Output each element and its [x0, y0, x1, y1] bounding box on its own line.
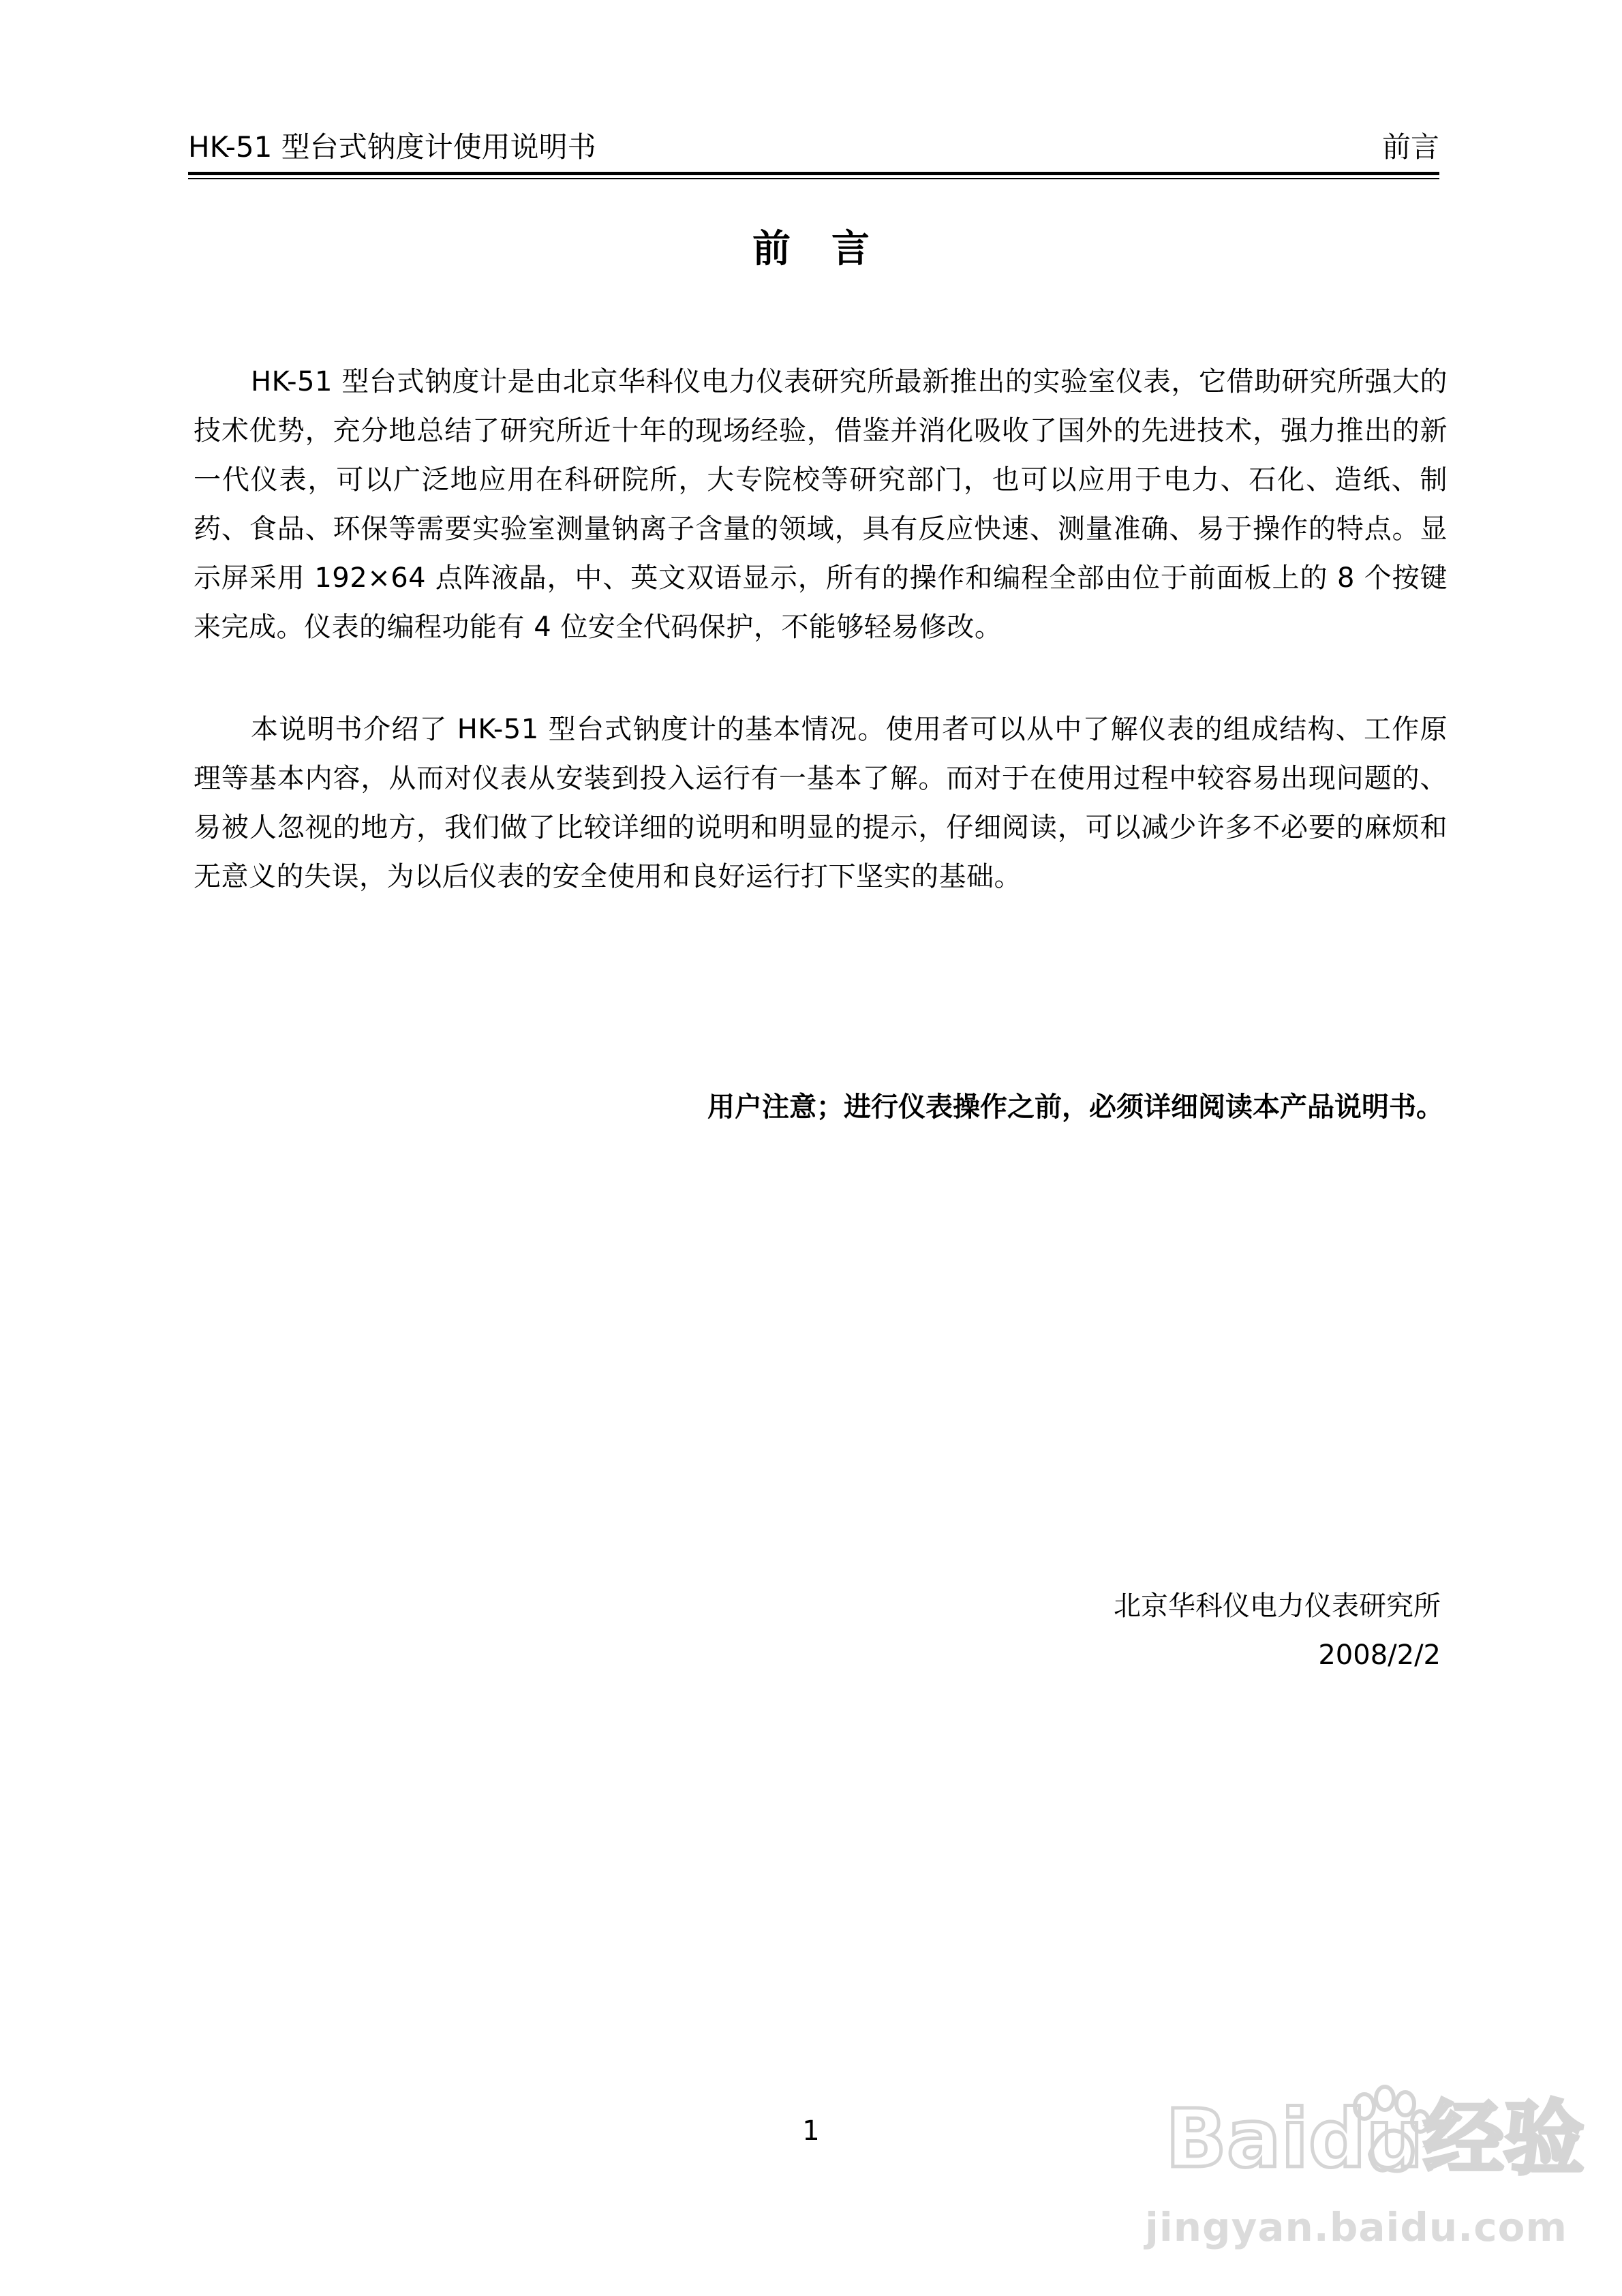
baidu-watermark — [1118, 2052, 1585, 2277]
signature-organization: 北京华科仪电力仪表研究所 — [1114, 1590, 1441, 1622]
paragraph-manual-overview: 本说明书介绍了 HK-51 型台式钠度计的基本情况。使用者可以从中了解仪表的组成结构、工作原理等基本内容，从而对仪表从安装到投入运行有一基本了解。而对于在使用过程中较容易出现问题的、易被人忽视的地方，我们做了比较详细的说明和明显的提示，仔细阅读，可以减少许多不必要的麻烦和无意义的失误，为以后仪表的安全使用和良好运行打下坚实的基础。 — [194, 714, 1448, 892]
watermark-logo-text: Baidu经验 — [1165, 2091, 1585, 2186]
header-rule-thin — [188, 178, 1439, 179]
page-number: 1 — [802, 2115, 820, 2147]
header-section-name: 前言 — [1381, 130, 1439, 164]
watermark-url: jingyan.baidu.com — [1145, 2204, 1567, 2250]
signature-date: 2008/2/2 — [1318, 1640, 1441, 1671]
header-rule-thick — [188, 172, 1439, 175]
page-header — [188, 127, 1439, 173]
baidu-jingyan-logo — [1165, 2079, 1585, 2186]
user-notice: 用户注意；进行仪表操作之前，必须详细阅读本产品说明书。 — [707, 1091, 1443, 1123]
paragraph-intro: HK-51 型台式钠度计是由北京华科仪电力仪表研究所最新推出的实验室仪表，它借助研究所强大的技术优势，充分地总结了研究所近十年的现场经验，借鉴并消化吸收了国外的先进技术，强力推出的新一代仪表，可以广泛地应用在科研院所，大专院校等研究部门，也可以应用于电力、石化、造纸、制药、食品、环保等需要实验室测量钠离子含量的领域，具有反应快速、测量准确、易于操作的特点。显示屏采用 192×64 点阵液晶，中、英文双语显示，所有的操作和编程全部由位于前面板上的 8 个按键来完成。仪表的编程功能有 4 位安全代码保护，不能够轻易修改。 — [194, 366, 1448, 643]
page-title: 前言 — [752, 227, 911, 271]
header-document-title: HK-51 型台式钠度计使用说明书 — [188, 130, 596, 164]
